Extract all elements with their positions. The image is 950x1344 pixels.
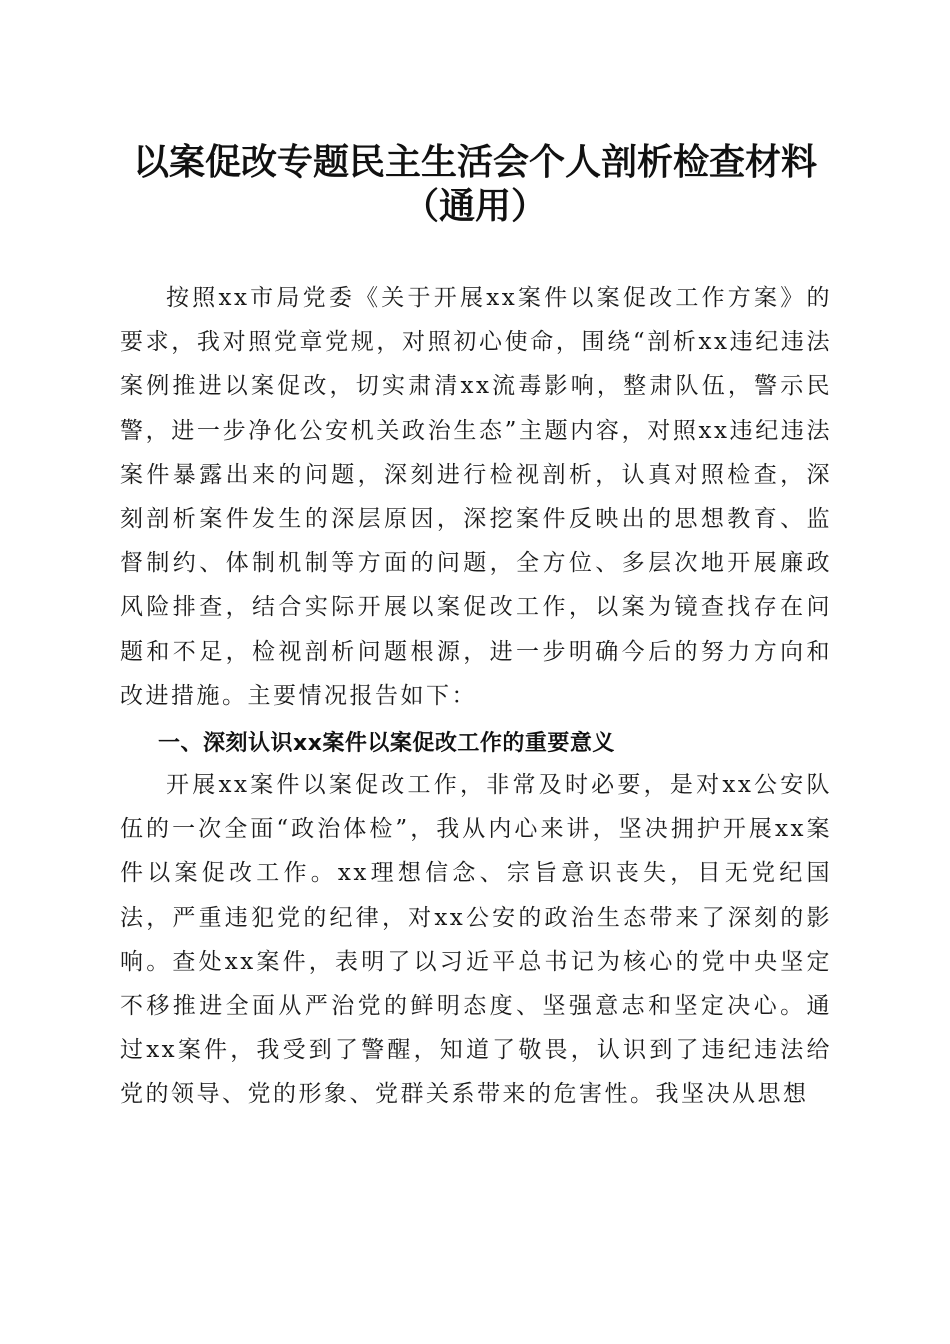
document-title: 以案促改专题民主生活会个人剖析检查材料 [132, 141, 817, 183]
paragraph-intro: 按照xx市局党委《关于开展xx案件以案促改工作方案》的要求，我对照党章党规，对照初心使命，围绕“剖析xx违纪违法案例推进以案促改，切实肃清xx流毒影响，整肃队伍，警示民警，进一步净化公安机关政治生态”主题内容，对照xx违纪违法案件暴露出来的问题，深刻进行检视剖析，认真对照检查，深刻剖析案件发生的深层原因，深挖案件反映出的思想教育、监督制约、体制机制等方面的问题，全方位、多层次地开展廉政风险排查，结合实际开展以案促改工作，以案为镜查找存在问题和不足，检视剖析问题根源，进一步明确今后的努力方向和改进措施。主要情况报告如下： [120, 285, 832, 709]
paragraph-section-1: 开展xx案件以案促改工作，非常及时必要，是对xx公安队伍的一次全面“政治体检”，我从内心来讲，坚决拥护开展xx案件以案促改工作。xx理想信念、宗旨意识丧失，目无党纪国法，严重违犯党的纪律，对xx公安的政治生态带来了深刻的影响。查处xx案件，表明了以习近平总书记为核心的党中央坚定不移推进全面从严治党的鲜明态度、坚强意志和坚定决心。通过xx案件，我受到了警醒，知道了敬畏，认识到了违纪违法给党的领导、党的形象、党群关系带来的危害性。我坚决从思想 [120, 772, 832, 1108]
document-subtitle: （通用） [402, 185, 547, 227]
section-heading-1: 一、深刻认识xx案件以案促改工作的重要意义 [158, 731, 615, 756]
